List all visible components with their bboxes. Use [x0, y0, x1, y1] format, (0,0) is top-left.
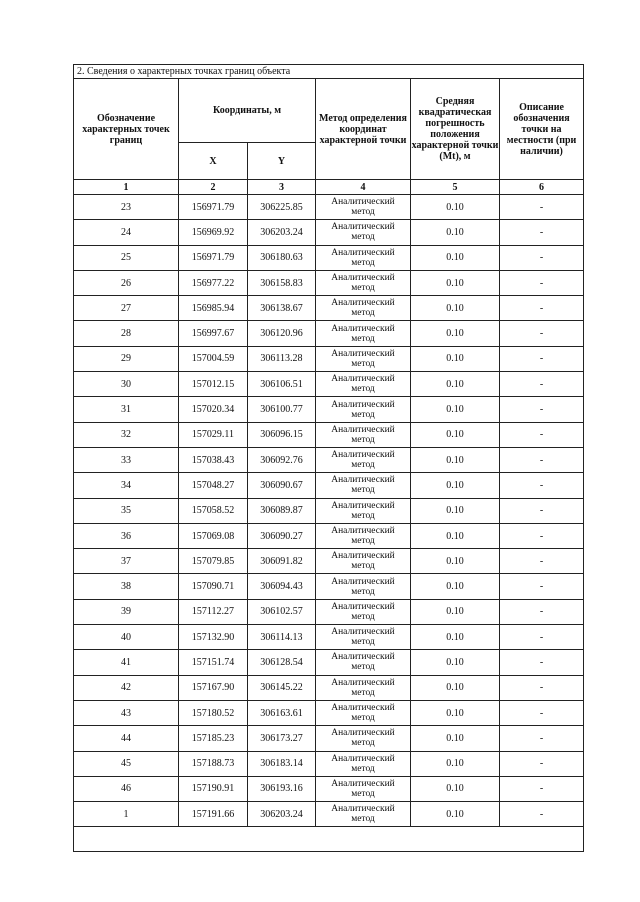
coord-y: 306089.87: [248, 498, 316, 523]
table-row: [74, 447, 584, 472]
table-row: [74, 220, 584, 245]
method-line-1: Аналитический: [331, 601, 395, 612]
method: [316, 751, 411, 776]
point-description: -: [500, 372, 584, 397]
point-number: 36: [74, 523, 179, 548]
header-point-designation: Обозначение характерных точек границ: [74, 79, 179, 180]
table-row: [74, 346, 584, 371]
table-row: [74, 802, 584, 827]
point-description: -: [500, 675, 584, 700]
coord-x: 157020.34: [179, 397, 248, 422]
point-number: 34: [74, 473, 179, 498]
coord-x: 156997.67: [179, 321, 248, 346]
error-mt: 0.10: [411, 700, 500, 725]
method-line-1: Аналитический: [331, 703, 395, 714]
method-line-1: Аналитический: [331, 424, 395, 435]
point-description: -: [500, 422, 584, 447]
method: [316, 675, 411, 700]
point-description: -: [500, 650, 584, 675]
header-coordinates: Координаты, м: [179, 79, 316, 143]
method-line-2: метод: [351, 814, 375, 825]
table-row: [74, 599, 584, 624]
coord-y: 306138.67: [248, 296, 316, 321]
coord-x: 157188.73: [179, 751, 248, 776]
method-line-2: метод: [351, 460, 375, 471]
coord-x: 157151.74: [179, 650, 248, 675]
coord-x: 157004.59: [179, 346, 248, 371]
point-description: -: [500, 751, 584, 776]
empty-footer-row: [74, 827, 584, 852]
point-description: -: [500, 802, 584, 827]
table-row: [74, 675, 584, 700]
coord-x: 157069.08: [179, 523, 248, 548]
method-line-2: метод: [351, 536, 375, 546]
coord-y: 306094.43: [248, 574, 316, 599]
method-line-2: метод: [351, 687, 375, 698]
method-line-1: Аналитический: [331, 475, 395, 486]
coord-x: 157079.85: [179, 549, 248, 574]
method: [316, 447, 411, 472]
column-number: 5: [411, 180, 500, 195]
coord-x: 157029.11: [179, 422, 248, 447]
method-line-2: метод: [351, 232, 375, 243]
point-description: -: [500, 447, 584, 472]
point-number: 33: [74, 447, 179, 472]
point-description: -: [500, 599, 584, 624]
table-row: [74, 422, 584, 447]
error-mt: 0.10: [411, 523, 500, 548]
method-line-1: Аналитический: [331, 677, 395, 688]
point-number: 38: [74, 574, 179, 599]
method-line-2: метод: [351, 763, 375, 774]
section-title-row: [74, 65, 584, 79]
coord-x: 156985.94: [179, 296, 248, 321]
column-number: 2: [179, 180, 248, 195]
coord-y: 306158.83: [248, 270, 316, 295]
error-mt: 0.10: [411, 776, 500, 801]
point-number: 23: [74, 195, 179, 220]
point-description: -: [500, 245, 584, 270]
point-number: 28: [74, 321, 179, 346]
method: [316, 245, 411, 270]
coord-y: 306091.82: [248, 549, 316, 574]
method-line-2: метод: [351, 586, 375, 597]
coord-y: 306180.63: [248, 245, 316, 270]
coord-x: 157058.52: [179, 498, 248, 523]
method-line-1: Аналитический: [331, 652, 395, 663]
coord-x: 157191.66: [179, 802, 248, 827]
method: [316, 296, 411, 321]
point-number: 31: [74, 397, 179, 422]
point-number: 1: [74, 802, 179, 827]
coord-y: 306128.54: [248, 650, 316, 675]
method-line-2: метод: [351, 611, 375, 622]
error-mt: 0.10: [411, 397, 500, 422]
coord-x: 157048.27: [179, 473, 248, 498]
coord-y: 306120.96: [248, 321, 316, 346]
method: [316, 802, 411, 827]
point-number: 42: [74, 675, 179, 700]
method-line-1: Аналитический: [331, 526, 395, 536]
coord-y: 306183.14: [248, 751, 316, 776]
empty-footer-cell: [74, 827, 584, 852]
point-description: -: [500, 498, 584, 523]
method-line-2: метод: [351, 561, 375, 572]
method: [316, 700, 411, 725]
point-number: 37: [74, 549, 179, 574]
table-row: [74, 700, 584, 725]
method-line-2: метод: [351, 788, 375, 799]
point-description: -: [500, 397, 584, 422]
method-line-1: Аналитический: [331, 500, 395, 511]
point-description: -: [500, 625, 584, 650]
point-number: 24: [74, 220, 179, 245]
coord-x: 157038.43: [179, 447, 248, 472]
coord-x: 156971.79: [179, 245, 248, 270]
error-mt: 0.10: [411, 422, 500, 447]
method-line-2: метод: [351, 662, 375, 673]
coord-y: 306092.76: [248, 447, 316, 472]
method: [316, 574, 411, 599]
table-row: [74, 270, 584, 295]
coord-x: 157112.27: [179, 599, 248, 624]
coord-x: 156971.79: [179, 195, 248, 220]
method: [316, 346, 411, 371]
method: [316, 523, 411, 548]
error-mt: 0.10: [411, 726, 500, 751]
method-line-1: Аналитический: [331, 804, 395, 815]
coord-x: 156969.92: [179, 220, 248, 245]
method: [316, 599, 411, 624]
column-number: 1: [74, 180, 179, 195]
table-row: [74, 574, 584, 599]
error-mt: 0.10: [411, 549, 500, 574]
method-line-1: Аналитический: [331, 576, 395, 587]
table-row: [74, 625, 584, 650]
method: [316, 372, 411, 397]
table-row: [74, 650, 584, 675]
header-y: Y: [248, 143, 316, 180]
method: [316, 498, 411, 523]
error-mt: 0.10: [411, 751, 500, 776]
error-mt: 0.10: [411, 296, 500, 321]
error-mt: 0.10: [411, 270, 500, 295]
point-description: -: [500, 523, 584, 548]
method: [316, 726, 411, 751]
method: [316, 321, 411, 346]
error-mt: 0.10: [411, 675, 500, 700]
point-number: 41: [74, 650, 179, 675]
method-line-1: Аналитический: [331, 348, 395, 359]
method: [316, 397, 411, 422]
column-number: 4: [316, 180, 411, 195]
point-description: -: [500, 220, 584, 245]
error-mt: 0.10: [411, 650, 500, 675]
point-number: 32: [74, 422, 179, 447]
header-row: [74, 79, 584, 143]
point-description: -: [500, 776, 584, 801]
error-mt: 0.10: [411, 321, 500, 346]
method: [316, 650, 411, 675]
point-description: -: [500, 726, 584, 751]
coord-y: 306096.15: [248, 422, 316, 447]
method-line-1: Аналитический: [331, 728, 395, 739]
method-line-2: метод: [351, 637, 375, 648]
coord-x: 157185.23: [179, 726, 248, 751]
error-mt: 0.10: [411, 372, 500, 397]
error-mt: 0.10: [411, 625, 500, 650]
coord-x: 156977.22: [179, 270, 248, 295]
table-row: [74, 195, 584, 220]
coord-x: 157167.90: [179, 675, 248, 700]
error-mt: 0.10: [411, 220, 500, 245]
coord-y: 306203.24: [248, 802, 316, 827]
header-x: X: [179, 143, 248, 180]
method-line-1: Аналитический: [331, 551, 395, 562]
method: [316, 422, 411, 447]
method: [316, 473, 411, 498]
point-number: 39: [74, 599, 179, 624]
point-number: 40: [74, 625, 179, 650]
error-mt: 0.10: [411, 599, 500, 624]
column-number: 3: [248, 180, 316, 195]
boundary-points-table: [73, 64, 584, 852]
method: [316, 776, 411, 801]
error-mt: 0.10: [411, 447, 500, 472]
method: [316, 195, 411, 220]
coord-y: 306100.77: [248, 397, 316, 422]
coord-x: 157180.52: [179, 700, 248, 725]
error-mt: 0.10: [411, 574, 500, 599]
method-line-2: метод: [351, 308, 375, 319]
point-description: -: [500, 549, 584, 574]
coord-y: 306145.22: [248, 675, 316, 700]
method-line-2: метод: [351, 713, 375, 724]
coord-y: 306163.61: [248, 700, 316, 725]
point-number: 27: [74, 296, 179, 321]
error-mt: 0.10: [411, 473, 500, 498]
table-row: [74, 549, 584, 574]
table-row: [74, 726, 584, 751]
coord-y: 306114.13: [248, 625, 316, 650]
point-number: 44: [74, 726, 179, 751]
method: [316, 625, 411, 650]
table-row: [74, 372, 584, 397]
table-row: [74, 245, 584, 270]
method: [316, 270, 411, 295]
header-description: Описание обозначения точки на местности (при наличии): [500, 79, 584, 180]
point-description: -: [500, 346, 584, 371]
coord-x: 157132.90: [179, 625, 248, 650]
point-number: 35: [74, 498, 179, 523]
point-number: 29: [74, 346, 179, 371]
point-description: -: [500, 473, 584, 498]
column-number: 6: [500, 180, 584, 195]
error-mt: 0.10: [411, 195, 500, 220]
method-line-2: метод: [351, 207, 375, 218]
header-error: Средняя квадратическая погрешность положения характерной точки (Mt), м: [411, 79, 500, 180]
point-description: -: [500, 321, 584, 346]
point-description: -: [500, 195, 584, 220]
point-description: -: [500, 700, 584, 725]
error-mt: 0.10: [411, 802, 500, 827]
method-line-1: Аналитический: [331, 450, 395, 461]
table-row: [74, 776, 584, 801]
coord-x: 157190.91: [179, 776, 248, 801]
coord-y: 306102.57: [248, 599, 316, 624]
method-line-1: Аналитический: [331, 374, 395, 385]
point-number: 45: [74, 751, 179, 776]
coord-y: 306193.16: [248, 776, 316, 801]
point-number: 26: [74, 270, 179, 295]
coord-y: 306173.27: [248, 726, 316, 751]
method-line-1: Аналитический: [331, 399, 395, 410]
method-line-1: Аналитический: [331, 222, 395, 233]
method-line-2: метод: [351, 283, 375, 294]
header-method: Метод определения координат характерной точки: [316, 79, 411, 180]
method-line-2: метод: [351, 510, 375, 521]
coord-x: 157090.71: [179, 574, 248, 599]
method-line-2: метод: [351, 384, 375, 395]
method-line-1: Аналитический: [331, 197, 395, 208]
method-line-1: Аналитический: [331, 778, 395, 789]
table-row: [74, 473, 584, 498]
coord-y: 306225.85: [248, 195, 316, 220]
table-row: [74, 397, 584, 422]
coord-x: 157012.15: [179, 372, 248, 397]
error-mt: 0.10: [411, 498, 500, 523]
point-number: 43: [74, 700, 179, 725]
method-line-1: Аналитический: [331, 323, 395, 334]
method-line-1: Аналитический: [331, 753, 395, 764]
table-row: [74, 321, 584, 346]
table-row: [74, 523, 584, 548]
method-line-2: метод: [351, 738, 375, 749]
method-line-2: метод: [351, 257, 375, 268]
method-line-2: метод: [351, 434, 375, 445]
coord-y: 306113.28: [248, 346, 316, 371]
method-line-1: Аналитический: [331, 298, 395, 309]
point-number: 25: [74, 245, 179, 270]
coord-y: 306090.27: [248, 523, 316, 548]
document-sheet: [73, 64, 583, 852]
column-number-row: [74, 180, 584, 195]
section-title: 2. Сведения о характерных точках границ объекта: [74, 65, 584, 79]
method-line-1: Аналитический: [331, 273, 395, 284]
method-line-1: Аналитический: [331, 247, 395, 258]
method-line-2: метод: [351, 409, 375, 420]
coord-y: 306203.24: [248, 220, 316, 245]
method: [316, 220, 411, 245]
method-line-1: Аналитический: [331, 627, 395, 638]
method-line-2: метод: [351, 333, 375, 344]
point-description: -: [500, 270, 584, 295]
table-row: [74, 498, 584, 523]
table-row: [74, 751, 584, 776]
point-description: -: [500, 296, 584, 321]
method-line-2: метод: [351, 485, 375, 496]
point-description: -: [500, 574, 584, 599]
method: [316, 549, 411, 574]
method-line-2: метод: [351, 358, 375, 369]
error-mt: 0.10: [411, 346, 500, 371]
table-row: [74, 296, 584, 321]
coord-y: 306090.67: [248, 473, 316, 498]
error-mt: 0.10: [411, 245, 500, 270]
point-number: 30: [74, 372, 179, 397]
coord-y: 306106.51: [248, 372, 316, 397]
point-number: 46: [74, 776, 179, 801]
